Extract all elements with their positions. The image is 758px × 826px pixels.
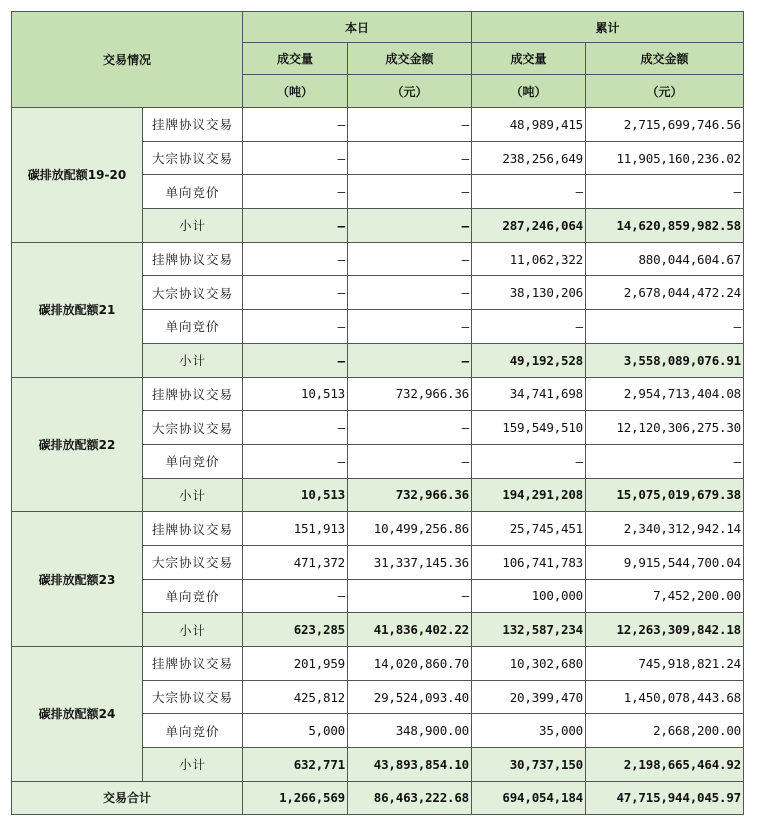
today-amount-cell: –	[348, 276, 472, 310]
trade-type: 大宗协议交易	[143, 545, 243, 579]
cum-volume-cell: 10,302,680	[472, 647, 586, 681]
total-today-amount-cell: 86,463,222.68	[348, 781, 472, 814]
today-amount-cell: 348,900.00	[348, 714, 472, 748]
table-row	[12, 512, 744, 546]
cum-amount-cell: 1,450,078,443.68	[586, 680, 744, 714]
trade-type: 挂牌协议交易	[143, 242, 243, 276]
cum-amount-cell: 9,915,544,700.04	[586, 545, 744, 579]
header-cum-volume: 成交量	[472, 43, 586, 75]
cum-volume-cell: 48,989,415	[472, 108, 586, 142]
today-amount-cell: 43,893,854.10	[348, 748, 472, 782]
trade-type: 单向竞价	[143, 444, 243, 478]
table-row	[12, 377, 744, 411]
cum-volume-cell: 25,745,451	[472, 512, 586, 546]
today-amount-cell: –	[348, 579, 472, 613]
trade-type: 大宗协议交易	[143, 141, 243, 175]
header-cum-volume-unit: （吨）	[472, 75, 586, 108]
today-volume-cell: –	[243, 411, 348, 445]
total-cum-volume-cell: 694,054,184	[472, 781, 586, 814]
cum-volume-cell: 106,741,783	[472, 545, 586, 579]
today-amount-cell: –	[348, 343, 472, 377]
today-volume-cell: –	[243, 579, 348, 613]
header-row-label: 交易情况	[12, 12, 243, 108]
today-volume-cell: –	[243, 444, 348, 478]
today-volume-cell: 471,372	[243, 545, 348, 579]
header-today-volume-unit: （吨）	[243, 75, 348, 108]
header-today-amount: 成交金额	[348, 43, 472, 75]
header-cum-amount-unit: （元）	[586, 75, 744, 108]
trade-type: 大宗协议交易	[143, 680, 243, 714]
cum-amount-cell: 2,668,200.00	[586, 714, 744, 748]
cum-volume-cell: 11,062,322	[472, 242, 586, 276]
table-row	[12, 242, 744, 276]
header-cumulative: 累计	[472, 12, 744, 43]
trade-type: 单向竞价	[143, 714, 243, 748]
today-amount-cell: –	[348, 108, 472, 142]
today-amount-cell: –	[348, 444, 472, 478]
today-amount-cell: 14,020,860.70	[348, 647, 472, 681]
cum-amount-cell: –	[586, 310, 744, 344]
trade-type: 小计	[143, 478, 243, 512]
trade-type: 挂牌协议交易	[143, 512, 243, 546]
today-volume-cell: 632,771	[243, 748, 348, 782]
today-volume-cell: –	[243, 242, 348, 276]
cum-amount-cell: 2,340,312,942.14	[586, 512, 744, 546]
today-volume-cell: 425,812	[243, 680, 348, 714]
cum-volume-cell: 34,741,698	[472, 377, 586, 411]
total-cum-amount-cell: 47,715,944,045.97	[586, 781, 744, 814]
allowance-block-name: 碳排放配额24	[12, 647, 143, 782]
today-volume-cell: –	[243, 175, 348, 209]
cum-amount-cell: 12,120,306,275.30	[586, 411, 744, 445]
today-amount-cell: 31,337,145.36	[348, 545, 472, 579]
header-today-amount-unit: （元）	[348, 75, 472, 108]
cum-volume-cell: 238,256,649	[472, 141, 586, 175]
cum-amount-cell: 12,263,309,842.18	[586, 613, 744, 647]
cum-amount-cell: 11,905,160,236.02	[586, 141, 744, 175]
today-amount-cell: 732,966.36	[348, 478, 472, 512]
trade-type: 大宗协议交易	[143, 411, 243, 445]
cum-volume-cell: –	[472, 444, 586, 478]
total-today-volume-cell: 1,266,569	[243, 781, 348, 814]
grand-total-row	[12, 781, 744, 814]
cum-volume-cell: 194,291,208	[472, 478, 586, 512]
cum-volume-cell: 20,399,470	[472, 680, 586, 714]
cum-amount-cell: 880,044,604.67	[586, 242, 744, 276]
today-amount-cell: 10,499,256.86	[348, 512, 472, 546]
cum-amount-cell: 14,620,859,982.58	[586, 209, 744, 243]
cum-amount-cell: 2,678,044,472.24	[586, 276, 744, 310]
today-amount-cell: –	[348, 209, 472, 243]
cum-volume-cell: 35,000	[472, 714, 586, 748]
trade-type: 单向竞价	[143, 175, 243, 209]
trade-type: 小计	[143, 613, 243, 647]
cum-amount-cell: 2,198,665,464.92	[586, 748, 744, 782]
cum-amount-cell: –	[586, 175, 744, 209]
today-amount-cell: –	[348, 141, 472, 175]
today-volume-cell: –	[243, 141, 348, 175]
cum-volume-cell: 132,587,234	[472, 613, 586, 647]
grand-total-label: 交易合计	[12, 781, 243, 814]
cum-amount-cell: 3,558,089,076.91	[586, 343, 744, 377]
today-amount-cell: 732,966.36	[348, 377, 472, 411]
cum-amount-cell: 2,715,699,746.56	[586, 108, 744, 142]
trading-summary-table-wrap	[11, 11, 744, 815]
cum-amount-cell: 745,918,821.24	[586, 647, 744, 681]
today-volume-cell: –	[243, 343, 348, 377]
cum-amount-cell: 7,452,200.00	[586, 579, 744, 613]
header-today-volume: 成交量	[243, 43, 348, 75]
today-amount-cell: –	[348, 175, 472, 209]
allowance-block-name: 碳排放配额19-20	[12, 108, 143, 243]
allowance-block-name: 碳排放配额22	[12, 377, 143, 512]
today-amount-cell: 41,836,402.22	[348, 613, 472, 647]
today-volume-cell: –	[243, 310, 348, 344]
trading-summary-table	[11, 11, 744, 815]
cum-volume-cell: 38,130,206	[472, 276, 586, 310]
trade-type: 小计	[143, 748, 243, 782]
cum-volume-cell: –	[472, 175, 586, 209]
today-volume-cell: 623,285	[243, 613, 348, 647]
trade-type: 挂牌协议交易	[143, 647, 243, 681]
today-amount-cell: 29,524,093.40	[348, 680, 472, 714]
header-cum-amount: 成交金额	[586, 43, 744, 75]
cum-volume-cell: 100,000	[472, 579, 586, 613]
today-volume-cell: 151,913	[243, 512, 348, 546]
today-amount-cell: –	[348, 310, 472, 344]
table-row	[12, 647, 744, 681]
cum-amount-cell: 15,075,019,679.38	[586, 478, 744, 512]
cum-volume-cell: 30,737,150	[472, 748, 586, 782]
today-volume-cell: –	[243, 276, 348, 310]
trade-type: 挂牌协议交易	[143, 377, 243, 411]
trade-type: 小计	[143, 343, 243, 377]
table-row	[12, 108, 744, 142]
today-volume-cell: 201,959	[243, 647, 348, 681]
today-volume-cell: 5,000	[243, 714, 348, 748]
trade-type: 单向竞价	[143, 579, 243, 613]
allowance-block-name: 碳排放配额21	[12, 242, 143, 377]
cum-volume-cell: 159,549,510	[472, 411, 586, 445]
cum-volume-cell: 49,192,528	[472, 343, 586, 377]
trade-type: 大宗协议交易	[143, 276, 243, 310]
trade-type: 小计	[143, 209, 243, 243]
today-volume-cell: –	[243, 209, 348, 243]
cum-amount-cell: –	[586, 444, 744, 478]
allowance-block-name: 碳排放配额23	[12, 512, 143, 647]
cum-volume-cell: 287,246,064	[472, 209, 586, 243]
today-amount-cell: –	[348, 411, 472, 445]
trade-type: 单向竞价	[143, 310, 243, 344]
today-volume-cell: 10,513	[243, 377, 348, 411]
today-volume-cell: 10,513	[243, 478, 348, 512]
trade-type: 挂牌协议交易	[143, 108, 243, 142]
header-today: 本日	[243, 12, 472, 43]
today-amount-cell: –	[348, 242, 472, 276]
cum-volume-cell: –	[472, 310, 586, 344]
cum-amount-cell: 2,954,713,404.08	[586, 377, 744, 411]
today-volume-cell: –	[243, 108, 348, 142]
